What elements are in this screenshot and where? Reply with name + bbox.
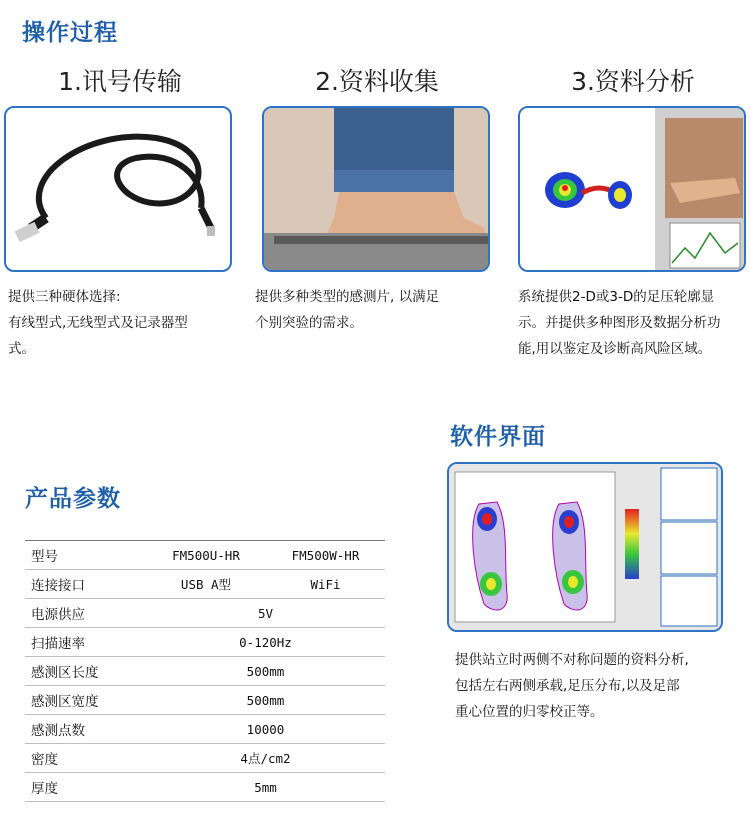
param-value: 0-120Hz	[146, 628, 385, 657]
param-label: 密度	[25, 744, 146, 773]
software-title: 软件界面	[450, 424, 546, 450]
software-screenshot-image	[447, 462, 723, 632]
param-value: 5V	[146, 599, 385, 628]
table-row	[25, 541, 385, 570]
param-label: 连接接口	[25, 570, 146, 599]
param-label: 扫描速率	[25, 628, 146, 657]
param-value: 500mm	[146, 657, 385, 686]
process-title: 操作过程	[22, 20, 118, 46]
table-row	[25, 599, 385, 628]
table-row	[25, 773, 385, 802]
step-2-desc: 提供多种类型的感测片, 以满足 个别突验的需求。	[255, 289, 440, 331]
param-value: USB A型	[146, 570, 266, 599]
param-value: FM500W-HR	[266, 541, 385, 570]
param-value: FM500U-HR	[146, 541, 266, 570]
param-label: 型号	[25, 541, 146, 570]
table-row	[25, 628, 385, 657]
params-title: 产品参数	[25, 486, 121, 512]
step-3-title: 3.资料分析	[571, 67, 695, 96]
step-1-desc: 提供三种硬体选择: 有线型式,无线型式及记录器型 式。	[8, 289, 188, 357]
param-label: 感测区宽度	[25, 686, 146, 715]
params-table	[25, 540, 385, 802]
param-label: 电源供应	[25, 599, 146, 628]
step-1-title: 1.讯号传输	[58, 67, 182, 96]
table-row	[25, 657, 385, 686]
software-desc: 提供站立时两侧不对称问题的资料分析, 包括左右两侧承载,足压分布,以及足部 重心位置的归零校正等。	[455, 652, 689, 720]
param-value: 5mm	[146, 773, 385, 802]
analysis-software-image	[518, 106, 746, 272]
param-label: 感测点数	[25, 715, 146, 744]
param-label: 感测区长度	[25, 657, 146, 686]
param-value: WiFi	[266, 570, 385, 599]
param-value: 4点/cm2	[146, 744, 385, 773]
table-row	[25, 570, 385, 599]
param-label: 厚度	[25, 773, 146, 802]
usb-cable-image	[4, 106, 232, 272]
step-3-desc: 系统提供2-D或3-D的足压轮廓显 示。并提供多种图形及数据分析功 能,用以鉴定及诊断高风险区域。	[518, 289, 721, 357]
table-row	[25, 744, 385, 773]
foot-on-sensor-image	[262, 106, 490, 272]
table-row	[25, 715, 385, 744]
step-2-title: 2.资料收集	[315, 67, 439, 96]
table-row	[25, 686, 385, 715]
param-value: 500mm	[146, 686, 385, 715]
param-value: 10000	[146, 715, 385, 744]
